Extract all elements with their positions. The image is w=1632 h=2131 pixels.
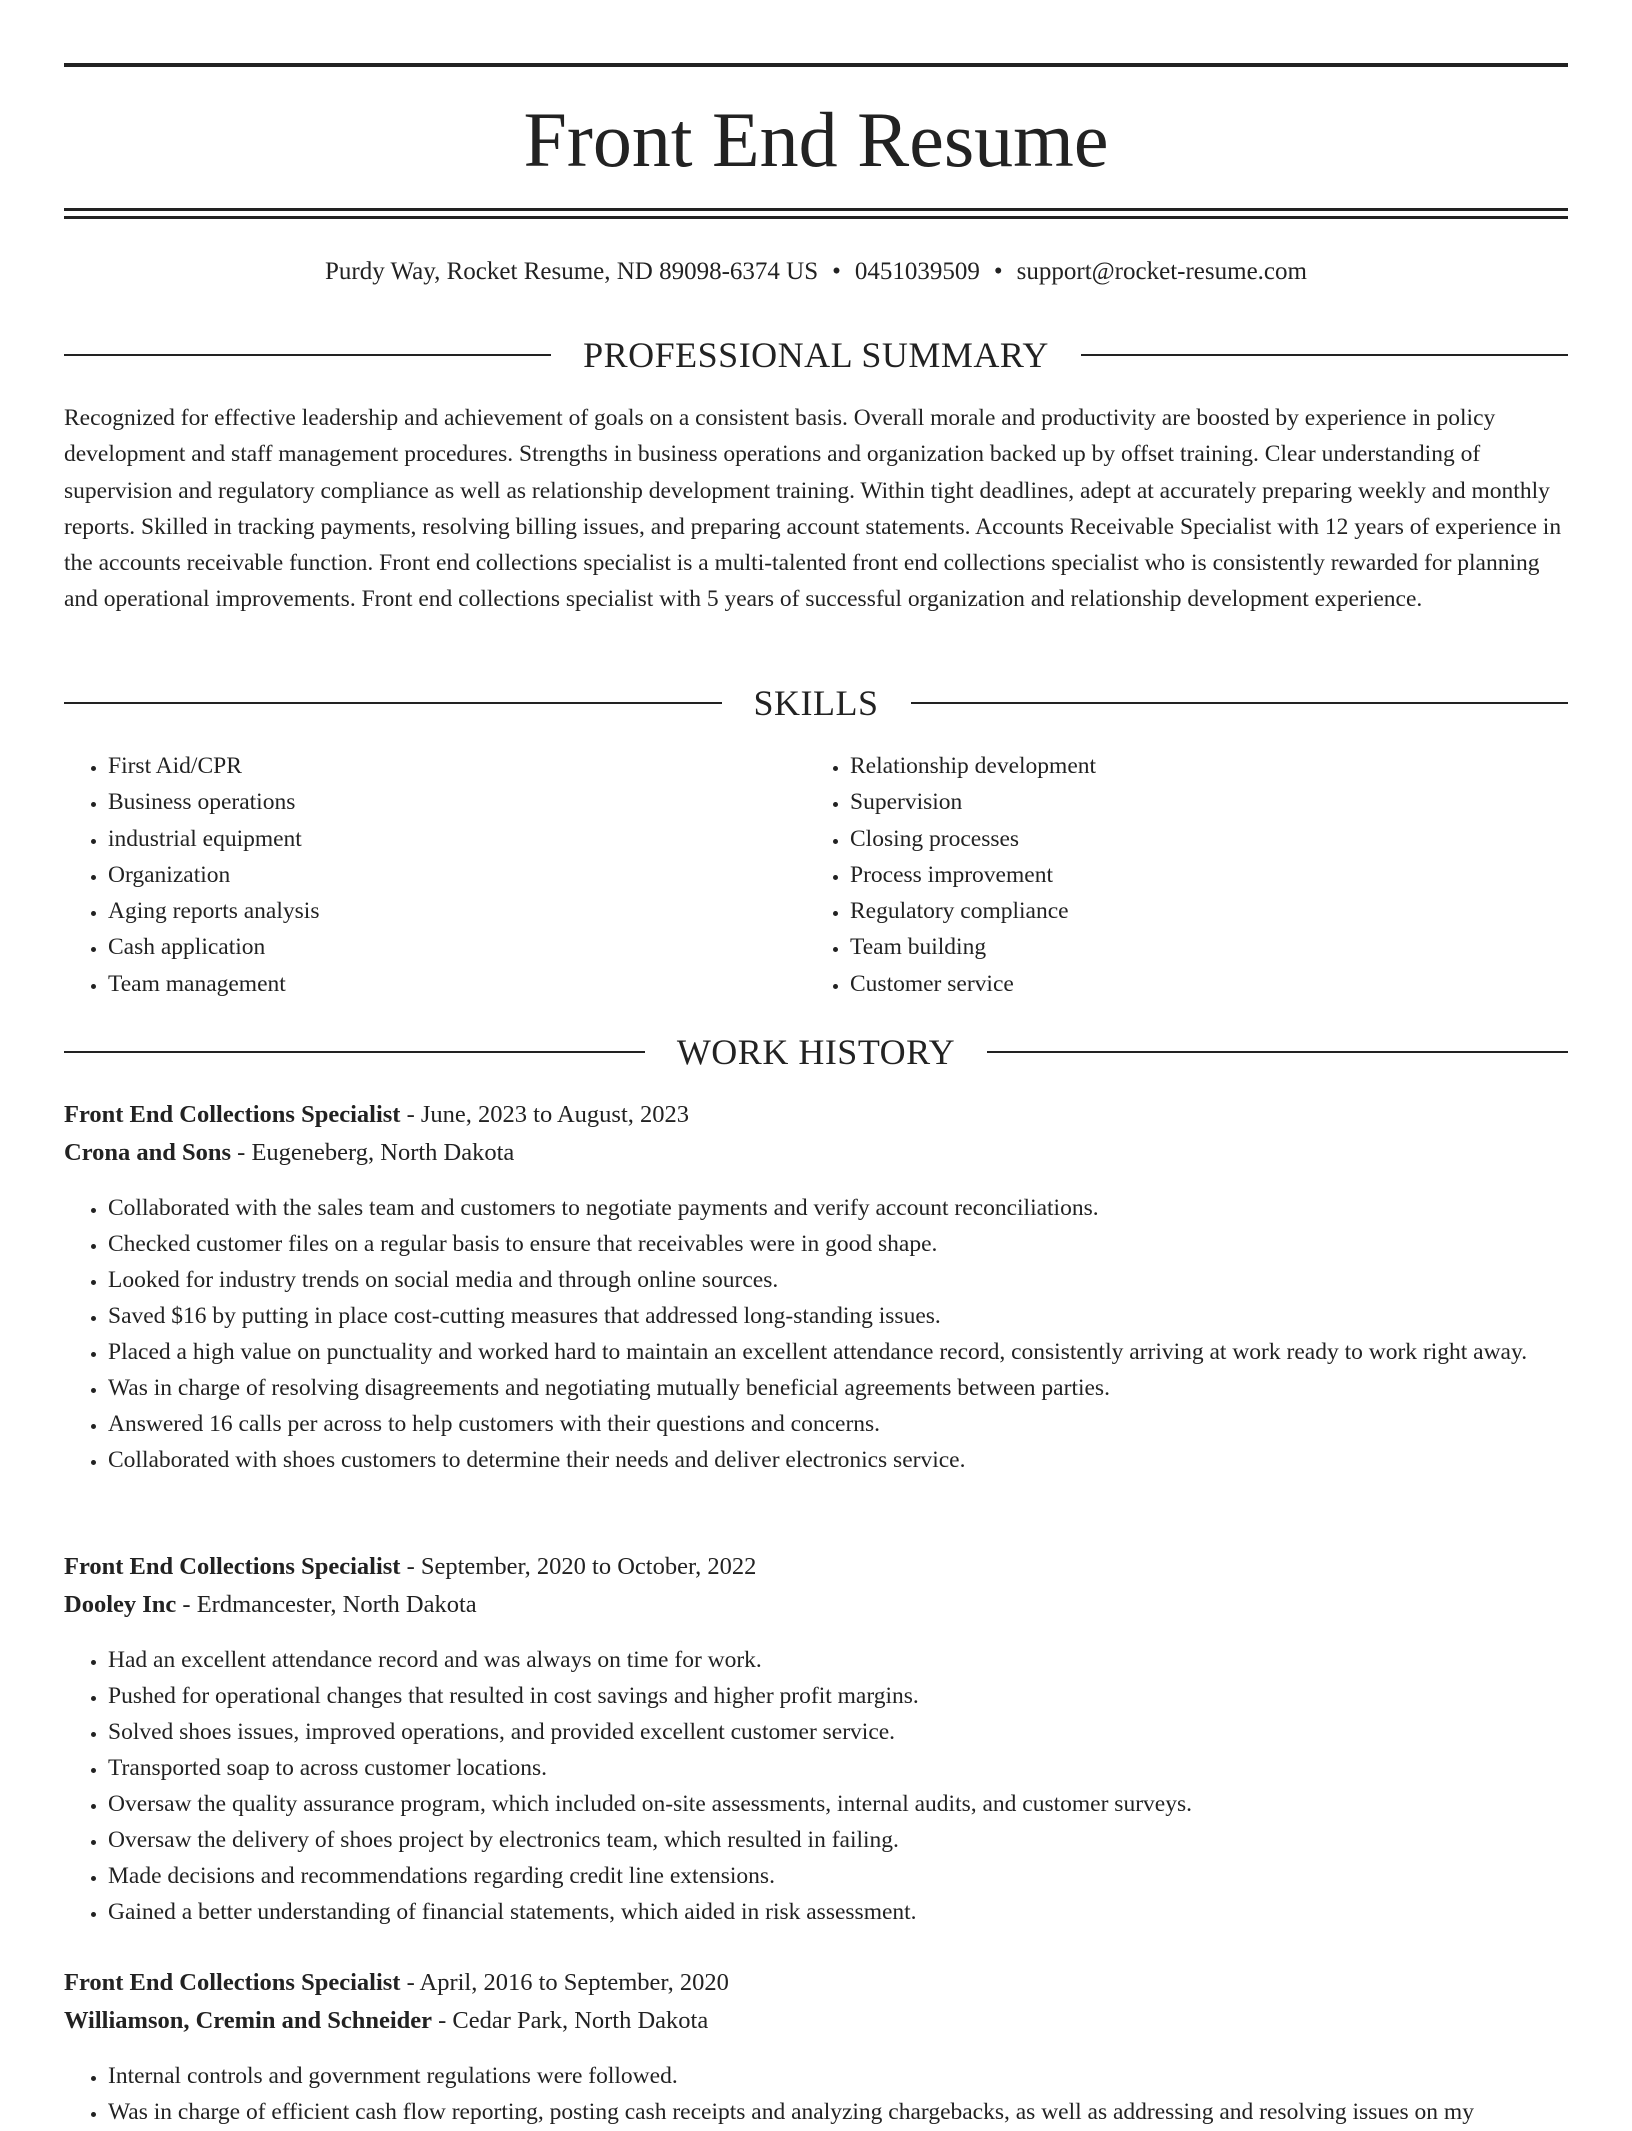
heading-rule [911,702,1569,704]
job-location: - Cedar Park, North Dakota [432,2007,709,2034]
skill-item: • industrial equipment [108,821,808,857]
duty-item: • Transported soap to across customer locations. [108,1750,1612,1786]
heading-rule [64,1051,645,1053]
skill-item: • Organization [108,857,808,893]
job-company: Williamson, Cremin and Schneider [64,2007,433,2034]
duty-item: • Answered 16 calls per across to help customers with their questions and concerns. [108,1406,1612,1442]
summary-section-heading [64,333,1568,377]
skill-item: • Customer service [850,966,1550,1002]
duty-item: • Collaborated with shoes customers to determine their needs and deliver electronics service. [108,1442,1612,1478]
job-duties-list [64,1642,1612,1930]
job-role: Front End Collections Specialist [64,1553,401,1580]
contact-line [64,255,1568,289]
skill-item: • Cash application [108,929,808,965]
job-title-line [64,1096,1568,1134]
skill-item: • Process improvement [850,857,1550,893]
job-dates: - June, 2023 to August, 2023 [400,1101,690,1128]
heading-rule [1081,354,1568,356]
duty-item: • Gained a better understanding of financial statements, which aided in risk assessment. [108,1894,1612,1930]
job-company-line [64,1134,1568,1172]
job-title-line [64,1548,1568,1586]
duty-item: • Internal controls and government regulations were followed. [108,2058,1612,2094]
job-role: Front End Collections Specialist [64,1101,401,1128]
work-section-heading [64,1030,1568,1074]
job-company-line [64,1586,1568,1624]
duty-item: • Solved shoes issues, improved operations, and provided excellent customer service. [108,1714,1612,1750]
skill-item: • Team building [850,929,1550,965]
skills-section-heading [64,681,1568,725]
duty-item: • Pushed for operational changes that resulted in cost savings and higher profit margins. [108,1678,1612,1714]
skill-item: • Team management [108,966,808,1002]
header-bottom-rule-2 [64,216,1568,219]
duty-item: • Checked customer files on a regular basis to ensure that receivables were in good shape. [108,1226,1612,1262]
skill-item: • Regulatory compliance [850,893,1550,929]
job-company-line [64,2002,1568,2040]
work-title: WORK HISTORY [676,1032,956,1072]
job-dates: - September, 2020 to October, 2022 [400,1553,757,1580]
skill-item: • First Aid/CPR [108,748,808,784]
job-company: Crona and Sons [64,1139,232,1166]
summary-title: PROFESSIONAL SUMMARY [583,335,1049,375]
job-dates: - April, 2016 to September, 2020 [400,1969,729,1996]
heading-rule [64,354,551,356]
job-location: - Eugeneberg, North Dakota [231,1139,515,1166]
skills-list-left [64,748,808,1002]
skills-title: SKILLS [753,683,879,723]
contact-phone: 0451039509 [854,258,980,285]
contact-email: support@rocket-resume.com [1016,258,1307,285]
heading-rule [987,1051,1568,1053]
duty-item: • Placed a high value on punctuality and worked hard to maintain an excellent attendance record, consistently arriving at work ready to work right away. [108,1334,1612,1370]
duty-item: • Oversaw the delivery of shoes project by electronics team, which resulted in failing. [108,1822,1612,1858]
heading-rule [64,702,722,704]
skill-item: • Business operations [108,784,808,820]
duty-item: • Saved $16 by putting in place cost-cutting measures that addressed long-standing issues. [108,1298,1612,1334]
duty-item: • Was in charge of efficient cash flow reporting, posting cash receipts and analyzing chargebacks, as well as addressing and resolving issues on my [108,2094,1612,2130]
duty-item: • Had an excellent attendance record and was always on time for work. [108,1642,1612,1678]
duty-item: • Looked for industry trends on social media and through online sources. [108,1262,1612,1298]
duty-item: • Collaborated with the sales team and customers to negotiate payments and verify account reconciliations. [108,1190,1612,1226]
skills-list-right [806,748,1550,1002]
duty-item: • Made decisions and recommendations regarding credit line extensions. [108,1858,1612,1894]
duty-item: • Oversaw the quality assurance program, which included on-site assessments, internal audits, and customer surveys. [108,1786,1612,1822]
job-duties-list [64,2058,1612,2130]
header-top-rule [64,63,1568,67]
job-location: - Erdmancester, North Dakota [176,1591,477,1618]
header-bottom-rule [64,208,1568,211]
job-role: Front End Collections Specialist [64,1969,401,1996]
skill-item: • Aging reports analysis [108,893,808,929]
contact-separator: • [993,258,1003,285]
summary-text: Recognized for effective leadership and achievement of goals on a consistent basis. Overall morale and productivity are boosted by experience in policy development and staff management procedures. Strengths in business operations and organization backed up by offset training. Clear understanding of supervision and regulatory compliance as well as relationship development training. Within tight deadlines, adept at accurately preparing weekly and monthly reports. Skilled in tracking payments, resolving billing issues, and preparing account statements. Accounts Receivable Specialist with 12 years of experience in the accounts receivable function. Front end collections specialist is a multi-talented front end collections specialist who is consistently rewarded for planning and operational improvements. Front end collections specialist with 5 years of successful organization and relationship development experience. [64,405,1562,613]
contact-address: Purdy Way, Rocket Resume, ND 89098-6374 US [325,258,819,285]
duty-item: • Was in charge of resolving disagreements and negotiating mutually beneficial agreements between parties. [108,1370,1612,1406]
job-title-line [64,1964,1568,2002]
skill-item: • Supervision [850,784,1550,820]
job-duties-list [64,1190,1612,1478]
job-company: Dooley Inc [64,1591,177,1618]
skill-item: • Relationship development [850,748,1550,784]
resume-name: Front End Resume [523,96,1109,183]
skill-item: • Closing processes [850,821,1550,857]
contact-separator: • [832,258,841,285]
